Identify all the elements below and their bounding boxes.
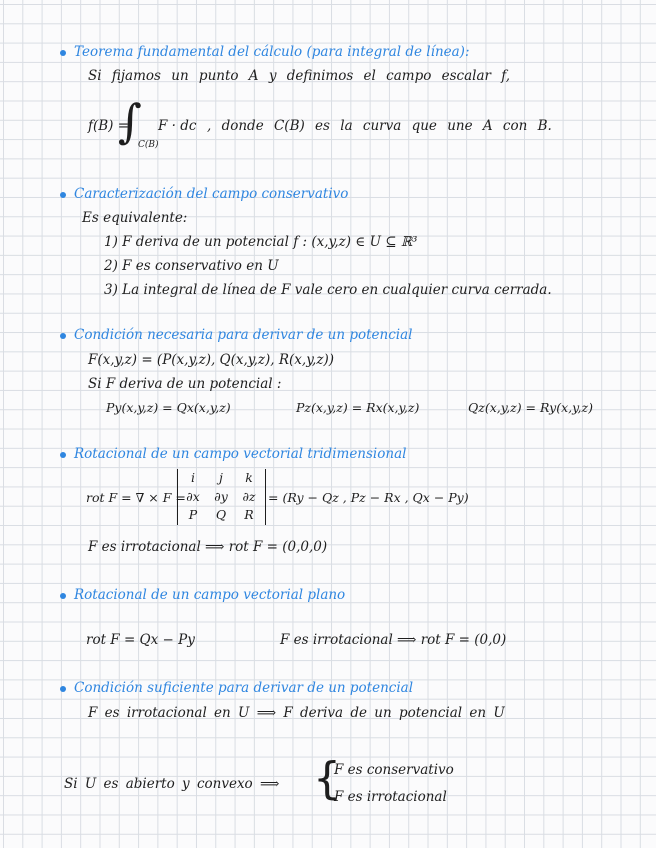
sufficient-heading: Condición suficiente para derivar de un potencial <box>60 680 413 696</box>
ftc-where: , donde C(B) es la curva que une A con B. <box>207 118 552 134</box>
conservative-item-2: 2) F es conservativo en U <box>104 258 279 274</box>
integral-icon: ∫ <box>118 94 142 148</box>
curl2d-heading: Rotacional de un campo vectorial plano <box>60 587 345 603</box>
det-cell: ∂x <box>186 489 200 504</box>
det-cell: R <box>244 507 254 522</box>
necessary-heading: Condición necesaria para derivar de un potencial <box>60 327 412 343</box>
det-cell: Q <box>215 507 227 522</box>
necessary-eq-1: Py(x,y,z) = Qx(x,y,z) <box>106 400 231 415</box>
det-cell: j <box>219 470 223 485</box>
necessary-intro: Si F deriva de un potencial : <box>88 376 282 392</box>
curl-determinant <box>177 469 266 525</box>
curl3d-irrot: F es irrotacional ⟹ rot F = (0,0,0) <box>88 539 328 555</box>
conservative-item-3: 3) La integral de línea de F vale cero en cualquier curva cerrada. <box>104 282 552 298</box>
sufficient-premise: Si U es abierto y convexo ⟹ <box>64 776 280 792</box>
sufficient-conclusion-1: F es conservativo <box>334 762 454 778</box>
ftc-f-lhs: f(B) = <box>88 118 130 134</box>
brace-icon: { <box>313 753 341 804</box>
integral-limit: C(B) <box>138 140 159 150</box>
ftc-integrand: F · dc <box>158 118 197 134</box>
curl2d-irrot: F es irrotacional ⟹ rot F = (0,0) <box>280 632 507 648</box>
necessary-eq-3: Qz(x,y,z) = Ry(x,y,z) <box>468 400 593 415</box>
curl2d-formula: rot F = Qx − Py <box>86 632 195 648</box>
bullet-icon <box>60 192 66 198</box>
necessary-eq-2: Pz(x,y,z) = Rx(x,y,z) <box>296 400 420 415</box>
conservative-item-1: 1) F deriva de un potencial f : (x,y,z) ∈ U ⊆ ℝ³ <box>104 234 418 250</box>
bullet-icon <box>60 50 66 56</box>
det-cell: k <box>245 470 253 485</box>
det-cell: P <box>188 507 198 522</box>
conservative-heading: Caracterización del campo conservativo <box>60 186 348 202</box>
det-cell: ∂z <box>242 489 256 504</box>
bullet-icon <box>60 686 66 692</box>
sufficient-conclusion-2: F es irrotacional <box>334 789 447 805</box>
sufficient-statement: F es irrotacional en U ⟹ F deriva de un potencial en U <box>88 705 505 721</box>
bullet-icon <box>60 593 66 599</box>
bullet-icon <box>60 452 66 458</box>
det-cell: i <box>191 470 195 485</box>
ftc-line1: Si fijamos un punto A y definimos el campo escalar f, <box>88 68 511 84</box>
bullet-icon <box>60 333 66 339</box>
curl3d-lhs: rot F = ∇ × F = <box>86 490 186 505</box>
det-cell: ∂y <box>214 489 228 504</box>
curl3d-heading: Rotacional de un campo vectorial tridimensional <box>60 446 406 462</box>
conservative-intro: Es equivalente: <box>82 210 188 226</box>
curl3d-rhs: = (Ry − Qz , Pz − Rx , Qx − Py) <box>268 490 469 505</box>
necessary-components: F(x,y,z) = (P(x,y,z), Q(x,y,z), R(x,y,z)) <box>88 352 334 368</box>
ftc-heading: Teorema fundamental del cálculo (para integral de línea): <box>60 44 470 60</box>
